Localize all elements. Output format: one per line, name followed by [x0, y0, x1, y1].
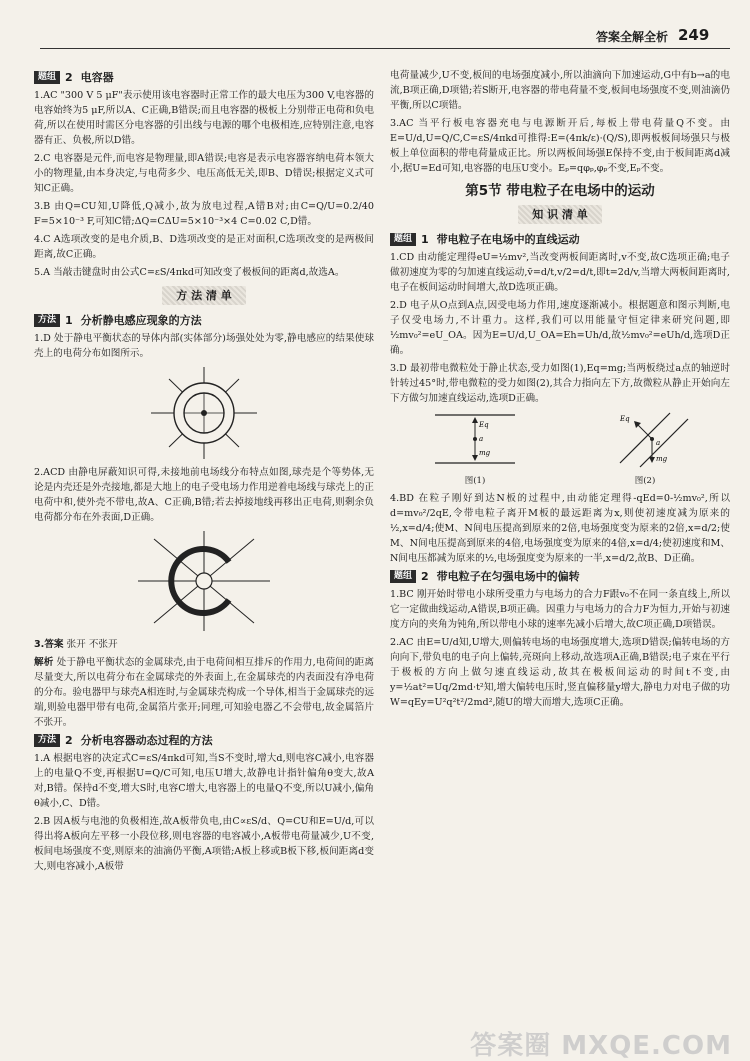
answer-item: 1.A 根据电容的决定式C=εS/4πkd可知,当S不变时,增大d,则电容C减小,电容器上的电量Q不变,再根据U=Q/C可知,电压U增大,故静电计指针偏角θ变大,故A对,B错。保持d不变,增大S时,电容C增大,电容器上的电量Q不变,所以U减小,偏角θ减小,C、D错。	[34, 753, 374, 809]
answer-item: 3.AC 当平行板电容器充电与电源断开后,每板上带电荷量Q不变。由E=U/d,U=Q/C,C=εS/4πkd可推得:E=(4πk/ε)·(Q/S),即两板板间场强只与极板上单位面积的带电荷量成正比。所以两板间场强E保持不变,由于板间距离d减小,据U=Ed可知,电容器的电压U变小。Eₚ=qφₚ,φₚ不变,Eₚ不变。	[390, 118, 730, 174]
label-eq: Eq	[479, 421, 489, 429]
header-rule	[40, 48, 730, 49]
right-column	[390, 68, 730, 713]
particle	[473, 437, 477, 441]
particle	[650, 437, 654, 441]
arrow-head	[472, 417, 478, 423]
section-number: 2	[65, 71, 73, 84]
label-a: a	[656, 439, 661, 447]
section-heading	[390, 232, 730, 247]
explanation-text: 处于静电平衡状态的金属球壳,由于电荷间相互排斥的作用力,电荷间的距离尽量变大,所以电荷分布在金属球壳的外表面上,在金属球壳的内表面没有净电荷的分布。验电器甲与球壳A相连时,与金属球壳构成一个导体,相当于金属球壳的远端,则验电器甲带有电荷,金属箔片张开;同理,可知验电器乙不会带电,故金属箔片不张开。	[34, 657, 374, 728]
force-diagram-1	[430, 409, 520, 489]
method-banner	[34, 286, 374, 305]
section-tag: 题组	[390, 570, 416, 583]
section-tag: 题组	[390, 233, 416, 246]
answer-item	[34, 637, 374, 652]
method-title: 分析电容器动态过程的方法	[80, 734, 213, 747]
method-tag: 方法	[34, 314, 60, 327]
page-number: 249	[678, 26, 710, 44]
method-tag: 方法	[34, 734, 60, 747]
chapter-title: 第5节 带电粒子在电场中的运动	[465, 183, 655, 199]
answer-item: 1.CD 由动能定理得eU=½mv²,当改变两板间距离时,v不变,故C选项正确;电子做初速度为零的匀加速直线运动,v̄=d/t,v/2=d/t,即t=2d/v,当增大两板间距离时,电子在板间运动时间增大,故D选项正确。	[390, 252, 730, 293]
method-title: 分析静电感应现象的方法	[80, 314, 202, 327]
answer-item: 5.A 当敲击键盘时由公式C=εS/4πkd可知改变了极板间的距离d,故选A。	[34, 267, 345, 278]
charged-shell-diagram	[149, 365, 259, 461]
section-title: 电容器	[80, 71, 114, 84]
answer-item: 3.D 最初带电微粒处于静止状态,受力如图(1),Eq=mg;当两板绕过a点的轴逆时针转过45°时,带电微粒的受力如图(2),其合力指向左下方,故微粒从静止开始向左下方做匀加速直线运动,选项D正确。	[390, 363, 730, 404]
answer-item: 2.B 因A板与电池的负极相连,故A板带负电,由C∝εS/d、Q=CU和E=U/d,可以得出将A板向左平移一小段位移,则电容器的电容减小,A板带电荷量减少,U不变,板间电场强度不变,则原来的油滴仍平衡,A项错;A板上移或B板下移,板间距离d变大,则电容减小,A板带	[34, 816, 374, 872]
arrow-head	[649, 457, 655, 463]
knowledge-banner-label: 知 识 清 单	[518, 205, 602, 224]
header-title: 答案全解全析	[596, 30, 669, 44]
section-tag: 题组	[34, 71, 60, 84]
answer-item: 1.D 处于静电平衡状态的导体内部(实体部分)场强处处为零,静电感应的结果使球壳上的电荷分布如图所示。	[34, 333, 374, 359]
arrow-head	[472, 455, 478, 461]
force-diagram-2-svg	[600, 409, 690, 469]
explanation-label: 解析	[34, 657, 54, 668]
page-header	[0, 0, 750, 60]
label-mg: mg	[656, 455, 668, 463]
answer-item: 4.BD 在粒子刚好到达N板的过程中,由动能定理得-qEd=0-½mv₀²,所以d=mv₀²/2qE,令带电粒子离开M板的最远距离为x,则使初速度减为原来的½,x=d/4;使M、N间电压提高到原来的2倍,电场强度变为原来的2倍,x=d/2;使M、N间电压提高到原来的4倍,电场强度变为原来的4倍,x=d/4;使初速度和M、N间电压都减为原来的½,电场强度变为原来的一半,x=d/2,故B、D正确。	[390, 493, 730, 564]
method-number: 1	[65, 314, 73, 327]
figure-caption: 图(2)	[634, 476, 656, 486]
method-banner-label: 方 法 清 单	[162, 286, 246, 305]
answer-text: 张开 不张开	[66, 639, 118, 650]
section-heading	[34, 70, 374, 85]
answer-item: 4.C A选项改变的是电介质,B、D选项改变的是正对面积,C选项改变的是两极间距离,故C正确。	[34, 234, 374, 260]
section-title: 带电粒子在电场中的直线运动	[436, 233, 580, 246]
force-diagrams	[390, 409, 730, 489]
explanation-item	[34, 655, 374, 730]
answer-item: 2.AC 由E=U/d知,U增大,则偏转电场的电场强度增大,选项D错误;偏转电场的方向向下,带负电的电子向上偏转,亮斑向上移动,故选项A正确,B错误;电子束在平行于极板的方向上做匀速直线运动,故其在极板间运动的时间t不变,由y=½at²=Uq/2md·t²知,增大偏转电压时,竖直偏移量y增大,静电力对电子做的功W=qEy=U²q²t²/2md²,随U的增大而增大,选项C正确。	[390, 637, 730, 708]
knowledge-banner	[390, 205, 730, 224]
grounded-shell-diagram	[134, 529, 274, 633]
method-heading	[34, 313, 374, 328]
label-mg: mg	[479, 449, 491, 457]
answer-item: 2.D 电子从O点到A点,因受电场力作用,速度逐渐减小。根据题意和图示判断,电子仅受电场力,不计重力。这样,我们可以用能量守恒定律来研究问题,即½mv₀²=eU_OA。因为E=U/d,U_OA=Eh=Uh/d,故½mv₀²=eUh/d,选项D正确。	[390, 300, 730, 356]
watermark: 答案圈 MXQE.COM	[470, 1031, 732, 1061]
answer-item: 电荷量减少,U不变,板间的电场强度减小,所以油滴向下加速运动,G中有b→a的电流,B项正确,D项错;若S断开,电容器的带电荷量不变,板间电场强度不变,则油滴仍平衡,所以C项错。	[390, 70, 730, 111]
center-sphere	[196, 573, 212, 589]
method-number: 2	[65, 734, 73, 747]
label-eq: Eq	[620, 415, 630, 423]
answer-item: 2.C 电容器是元件,而电容是物理量,即A错误;电容是表示电容器容纳电荷本领大小的物理量,由本身决定,与电荷多少、电压高低无关,即B、D错误;根据定义式可知C正确。	[34, 153, 374, 194]
force-diagram-2	[600, 409, 690, 489]
force-diagram-1-svg	[430, 409, 520, 469]
center-charge	[201, 410, 207, 416]
answer-item: 3.B 由Q=CU知,U降低,Q减小,故为放电过程,A错B对;由C=Q/U=0.2/40 F=5×10⁻³ F,可知C错;ΔQ=CΔU=5×10⁻³×4 C=0.02 C,D错。	[34, 201, 374, 227]
label-a: a	[479, 435, 484, 443]
section-heading	[390, 569, 730, 584]
figure-caption: 图(1)	[464, 476, 486, 486]
section-title: 带电粒子在匀强电场中的偏转	[436, 570, 580, 583]
answer-item: 1.BC 刚开始时带电小球所受重力与电场力的合力F跟v₀不在同一条直线上,所以它一定做曲线运动,A错误,B项正确。因重力与电场力的合力F为恒力,开始与初速度方向的夹角为钝角,所以带电小球的速率先减小后增大,故C项正确,D项错误。	[390, 589, 730, 630]
left-column	[34, 68, 374, 877]
answer-item: 2.ACD 由静电屏蔽知识可得,未接地前电场线分布特点如图,球壳是个等势体,无论是内壳还是外壳接地,都是大地上的电子受电场力作用逆着电场线与球壳上的正电荷中和,使外壳不带电,故A、C正确,B错;若去掉接地线再移出正电荷,则剩余负电荷都分布在外表面,D正确。	[34, 467, 374, 523]
method-heading	[34, 733, 374, 748]
answer-label: 3.答案	[34, 639, 64, 650]
answer-item: 1.AC "300 V 5 μF"表示使用该电容器时正常工作的最大电压为300 V,电容器的电容始终为5 μF,所以A、C正确,B错误;而且电容器的极板上分别带正电荷和负电荷,所以在使用时需区分电容器的引出线与电源的哪个电极相连,应特别注意,电容器有正、负极,所以D错。	[34, 90, 374, 146]
section-number: 2	[421, 570, 429, 583]
section-number: 1	[421, 233, 429, 246]
